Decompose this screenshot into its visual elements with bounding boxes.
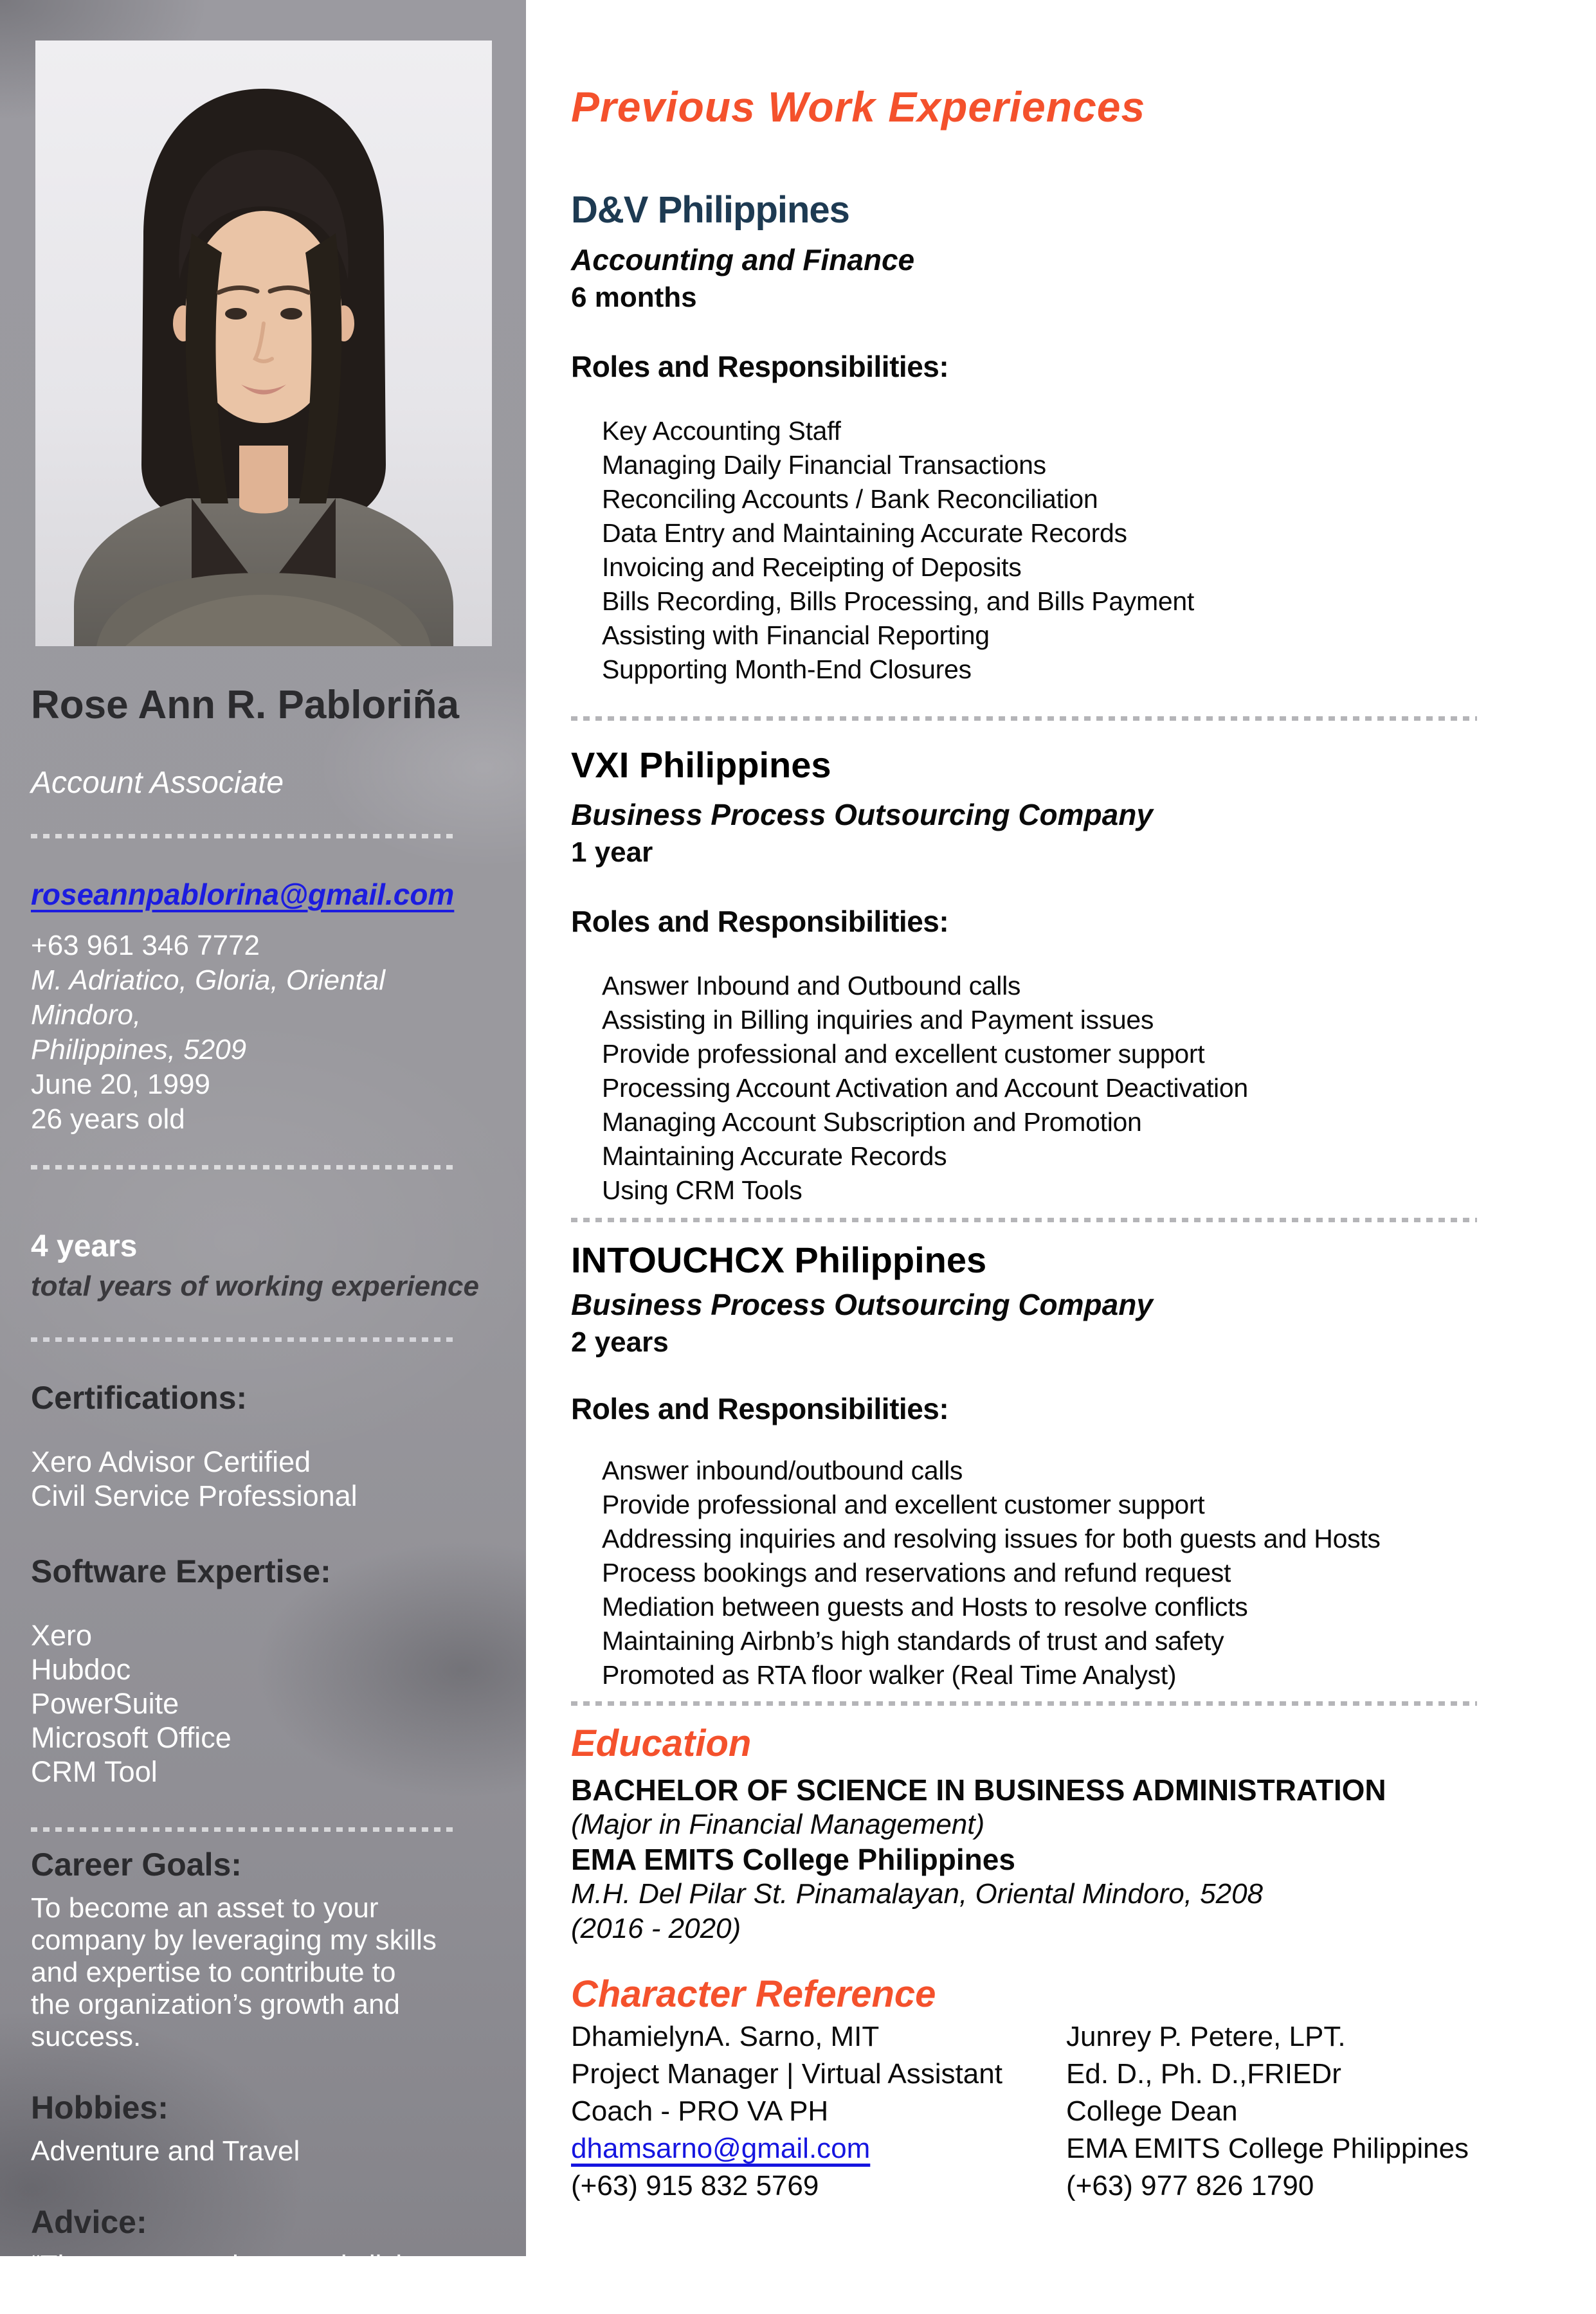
reference-columns <box>571 2018 1483 2205</box>
address-line-1: M. Adriatico, Gloria, Oriental Mindoro, <box>31 964 385 1031</box>
references-heading: Character Reference <box>571 1973 936 2015</box>
advice-heading: Advice: <box>31 2204 147 2240</box>
hobbies-text: Adventure and Travel <box>31 2135 300 2167</box>
role-item: Answer Inbound and Outbound calls <box>602 971 1021 1000</box>
reference-org: Coach - PRO VA PH <box>571 2095 829 2127</box>
sidebar <box>0 0 526 2313</box>
role-item: Answer inbound/outbound calls <box>602 1456 963 1485</box>
company-duration: 6 months <box>571 282 697 313</box>
role-item: Using CRM Tools <box>602 1175 803 1205</box>
roles-heading: Roles and Responsibilities: <box>571 905 949 938</box>
experience-caption: total years of working experience <box>31 1270 479 1302</box>
reference-role: Ed. D., Ph. D.,FRIEDr <box>1066 2058 1341 2090</box>
career-goals-heading: Career Goals: <box>31 1847 242 1883</box>
reference-name: DhamielynA. Sarno, MIT <box>571 2021 880 2052</box>
role-item: Key Accounting Staff <box>602 416 841 446</box>
reference-name: Junrey P. Petere, LPT. <box>1066 2021 1346 2052</box>
work-experience-heading: Previous Work Experiences <box>571 83 1146 131</box>
role-item: Process bookings and reservations and refund request <box>602 1558 1231 1587</box>
sidebar-divider <box>31 1337 455 1342</box>
company-name: D&V Philippines <box>571 189 849 231</box>
reference-card <box>571 2018 1066 2205</box>
degree-major: (Major in Financial Management) <box>571 1809 985 1840</box>
reference-phone: (+63) 915 832 5769 <box>571 2170 819 2201</box>
role-item: Processing Account Activation and Account Deactivation <box>602 1073 1248 1103</box>
section-divider <box>571 1218 1477 1222</box>
main-column <box>526 0 1596 2256</box>
company-duration: 2 years <box>571 1326 669 1358</box>
section-divider <box>571 716 1477 721</box>
degree: BACHELOR OF SCIENCE IN BUSINESS ADMINISTRATION <box>571 1773 1386 1807</box>
reference-org: EMA EMITS College Philippines <box>1066 2133 1469 2164</box>
role-item: Mediation between guests and Hosts to resolve conflicts <box>602 1592 1248 1622</box>
sidebar-divider <box>31 1165 455 1170</box>
roles-list <box>602 414 1483 687</box>
education-heading: Education <box>571 1722 752 1764</box>
role-item: Bills Recording, Bills Processing, and Bills Payment <box>602 586 1194 616</box>
job-section-dv <box>571 189 1483 687</box>
role-item: Reconciling Accounts / Bank Reconciliation <box>602 484 1098 514</box>
references-section <box>571 1972 1483 2205</box>
age: 26 years old <box>31 1103 185 1135</box>
school-name: EMA EMITS College Philippines <box>571 1843 1015 1876</box>
role-item: Assisting in Billing inquiries and Payment issues <box>602 1005 1154 1035</box>
address-line-2: Philippines, 5209 <box>31 1034 247 1065</box>
software-item: Microsoft Office <box>31 1721 231 1754</box>
career-goals-text: To become an asset to your company by leveraging my skills and expertise to contribute to the organization’s growth and success. <box>31 1892 437 2052</box>
reference-email-link[interactable]: dhamsarno@gmail.com <box>571 2133 871 2164</box>
software-item: Hubdoc <box>31 1653 131 1686</box>
role-item: Maintaining Accurate Records <box>602 1141 947 1171</box>
email-link[interactable]: roseannpablorina@gmail.com <box>31 878 455 911</box>
role-item: Addressing inquiries and resolving issues for both guests and Hosts <box>602 1524 1381 1553</box>
roles-list <box>602 969 1483 1207</box>
role-item: Promoted as RTA floor walker (Real Time Analyst) <box>602 1660 1177 1690</box>
reference-org: College Dean <box>1066 2095 1238 2127</box>
role-item: Provide professional and excellent customer support <box>602 1039 1205 1069</box>
section-divider <box>571 1701 1477 1706</box>
experience-years: 4 years <box>31 1229 138 1263</box>
sidebar-divider <box>31 834 455 838</box>
hobbies-heading: Hobbies: <box>31 2090 168 2126</box>
software-item: PowerSuite <box>31 1687 179 1720</box>
profile-photo-illustration <box>35 41 492 646</box>
role-item: Maintaining Airbnb’s high standards of trust and safety <box>602 1626 1224 1656</box>
certification-item: Xero Advisor Certified <box>31 1445 311 1478</box>
role-item: Managing Account Subscription and Promotion <box>602 1107 1142 1137</box>
school-address: M.H. Del Pilar St. Pinamalayan, Oriental Mindoro, 5208 <box>571 1878 1264 1910</box>
birthdate: June 20, 1999 <box>31 1069 210 1100</box>
software-item: CRM Tool <box>31 1755 158 1788</box>
certifications-heading: Certifications: <box>31 1380 248 1416</box>
reference-card <box>1066 2018 1469 2205</box>
candidate-name: Rose Ann R. Pabloriña <box>31 683 460 727</box>
education-section <box>571 1721 1483 1946</box>
role-item: Managing Daily Financial Transactions <box>602 450 1046 480</box>
reference-phone: (+63) 977 826 1790 <box>1066 2170 1314 2201</box>
software-heading: Software Expertise: <box>31 1553 331 1589</box>
job-section-vxi <box>571 744 1483 1207</box>
certification-item: Civil Service Professional <box>31 1479 358 1512</box>
role-item: Assisting with Financial Reporting <box>602 620 990 650</box>
profile-photo <box>35 41 492 646</box>
role-item: Invoicing and Receipting of Deposits <box>602 552 1022 582</box>
roles-heading: Roles and Responsibilities: <box>571 350 949 383</box>
roles-list <box>602 1454 1483 1692</box>
company-subtitle: Accounting and Finance <box>571 243 915 276</box>
roles-heading: Roles and Responsibilities: <box>571 1392 949 1425</box>
company-duration: 1 year <box>571 836 653 868</box>
company-name: INTOUCHCX Philippines <box>571 1240 987 1280</box>
company-name: VXI Philippines <box>571 745 831 785</box>
role-item: Supporting Month-End Closures <box>602 655 972 684</box>
advice-text: “The greatest adventure is living the life of your dreams.” <box>31 2250 434 2313</box>
education-years: (2016 - 2020) <box>571 1913 741 1944</box>
role-item: Provide professional and excellent customer support <box>602 1490 1205 1519</box>
candidate-title: Account Associate <box>31 766 284 800</box>
software-item: Xero <box>31 1619 93 1652</box>
company-subtitle: Business Process Outsourcing Company <box>571 798 1153 831</box>
job-section-intouchcx <box>571 1239 1483 1692</box>
role-item: Data Entry and Maintaining Accurate Records <box>602 518 1127 548</box>
sidebar-divider <box>31 1827 455 1832</box>
company-subtitle: Business Process Outsourcing Company <box>571 1288 1153 1321</box>
phone: +63 961 346 7772 <box>31 930 260 961</box>
reference-role: Project Manager | Virtual Assistant <box>571 2058 1002 2090</box>
